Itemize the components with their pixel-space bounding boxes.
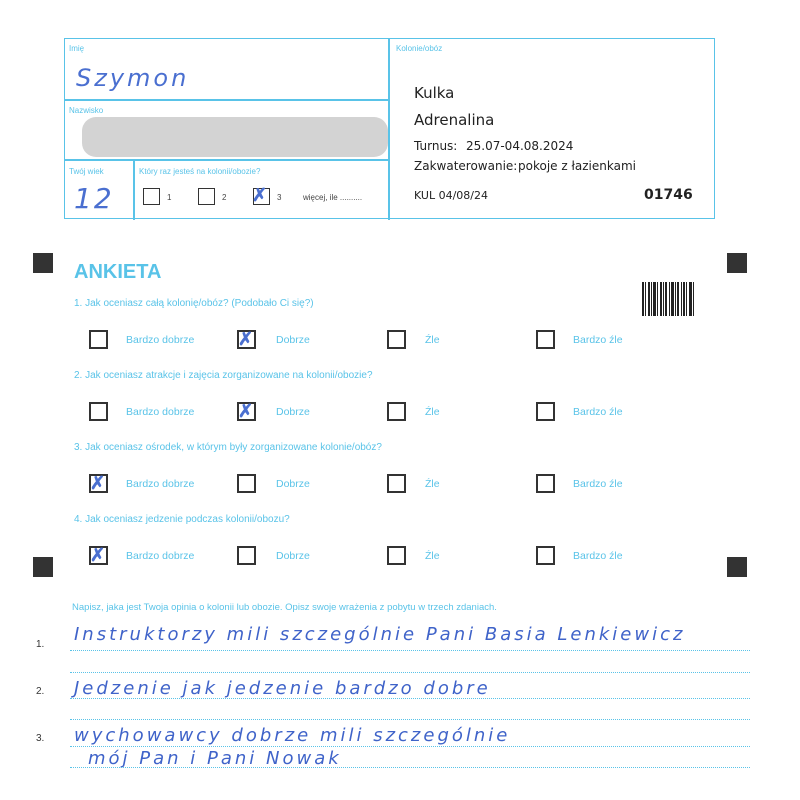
q2-option-label: Dobrze [276,406,310,418]
question-2: 2. Jak oceniasz atrakcje i zajęcia zorganizowane na kolonii/obozie? [74,370,373,381]
line-number: 2. [36,686,45,697]
alignment-marker [33,557,53,577]
check-mark-icon: ✗ [90,545,106,565]
dotted-line [70,672,750,673]
q3-checkbox-zle[interactable] [387,474,406,493]
q1-option-label: Bardzo dobrze [126,334,195,346]
turnus-label: Turnus: [414,139,458,153]
q3-option-label: Bardzo źle [573,478,623,490]
first-name-value[interactable]: Szymon [76,64,190,92]
q2-option-label: Bardzo dobrze [126,406,195,418]
q2-checkbox-bardzo-zle[interactable] [536,402,555,421]
q2-checkbox-dobrze[interactable] [237,402,256,421]
q1-checkbox-dobrze[interactable] [237,330,256,349]
q2-option-label: Bardzo źle [573,406,623,418]
q3-checkbox-bardzo-zle[interactable] [536,474,555,493]
question-1: 1. Jak oceniasz całą kolonię/obóz? (Podobało Ci się?) [74,298,314,309]
check-mark-icon: ✗ [238,401,254,421]
lodging-label: Zakwaterowanie: [414,159,518,173]
alignment-marker [727,253,747,273]
alignment-marker [727,557,747,577]
age-value[interactable]: 12 [74,182,114,215]
q1-checkbox-bardzo-dobrze[interactable] [89,330,108,349]
times-checkbox-2[interactable] [198,188,215,205]
times-checkbox-3[interactable] [252,185,270,205]
q3-option-label: Źle [425,478,440,490]
dotted-line [70,698,750,699]
divider [65,99,389,101]
q3-option-label: Bardzo dobrze [126,478,195,490]
q2-checkbox-bardzo-dobrze[interactable] [89,402,108,421]
dotted-line [70,650,750,651]
times-at-camp-label: Który raz jesteś na kolonii/obozie? [139,167,261,176]
redacted-last-name [82,117,388,157]
colony-name-1: Kulka [414,84,455,102]
q1-option-label: Źle [425,334,440,346]
opinion-instruction: Napisz, jaka jest Twoja opinia o kolonii lub obozie. Opisz swoje wrażenia z pobytu w trzech zdaniach. [72,602,497,613]
divider [388,39,390,220]
opinion-line-1[interactable]: Instruktorzy mili szczególnie Pani Basia Lenkiewicz [74,624,686,645]
line-number: 3. [36,733,45,744]
q3-checkbox-dobrze[interactable] [237,474,256,493]
line-number: 1. [36,639,45,650]
first-name-label: Imię [69,44,85,53]
times-option-1: 1 [167,193,172,202]
q4-option-label: Bardzo źle [573,550,623,562]
question-3: 3. Jak oceniasz ośrodek, w którym były zorganizowane kolonie/obóz? [74,442,382,453]
colony-code: KUL 04/08/24 [414,189,488,202]
times-option-2: 2 [222,193,227,202]
q4-checkbox-dobrze[interactable] [237,546,256,565]
check-mark-icon: ✗ [238,329,254,349]
colony-name-2: Adrenalina [414,111,495,129]
barcode-icon [642,282,696,316]
q1-checkbox-bardzo-zle[interactable] [536,330,555,349]
times-option-more: więcej, ile .......... [303,193,363,202]
opinion-line-4[interactable]: mój Pan i Pani Nowak [88,748,342,769]
times-checkbox-1[interactable] [143,188,160,205]
colony-label: Kolonie/obóz [396,44,443,53]
q4-checkbox-zle[interactable] [387,546,406,565]
dotted-line [70,746,750,747]
q3-checkbox-bardzo-dobrze[interactable] [89,474,108,493]
dotted-line [70,767,750,768]
times-option-3: 3 [277,193,282,202]
q3-option-label: Dobrze [276,478,310,490]
last-name-label: Nazwisko [69,106,104,115]
check-mark-icon: ✗ [252,185,268,205]
q1-checkbox-zle[interactable] [387,330,406,349]
dotted-line [70,719,750,720]
alignment-marker [33,253,53,273]
q1-option-label: Bardzo źle [573,334,623,346]
divider [133,159,135,220]
divider [65,159,389,161]
age-label: Twój wiek [69,167,104,176]
q4-checkbox-bardzo-dobrze[interactable] [89,546,108,565]
lodging-value: pokoje z łazienkami [518,159,636,173]
opinion-line-3[interactable]: wychowawcy dobrze mili szczególnie [74,725,511,746]
q2-option-label: Źle [425,406,440,418]
q4-checkbox-bardzo-zle[interactable] [536,546,555,565]
opinion-line-2[interactable]: Jedzenie jak jedzenie bardzo dobre [74,678,491,699]
turnus-value: 25.07-04.08.2024 [466,139,574,153]
survey-title: ANKIETA [74,261,162,283]
q1-option-label: Dobrze [276,334,310,346]
question-4: 4. Jak oceniasz jedzenie podczas kolonii/obozu? [74,514,290,525]
check-mark-icon: ✗ [90,473,106,493]
q2-checkbox-zle[interactable] [387,402,406,421]
q4-option-label: Bardzo dobrze [126,550,195,562]
q4-option-label: Dobrze [276,550,310,562]
form-number: 01746 [644,187,693,203]
q4-option-label: Źle [425,550,440,562]
